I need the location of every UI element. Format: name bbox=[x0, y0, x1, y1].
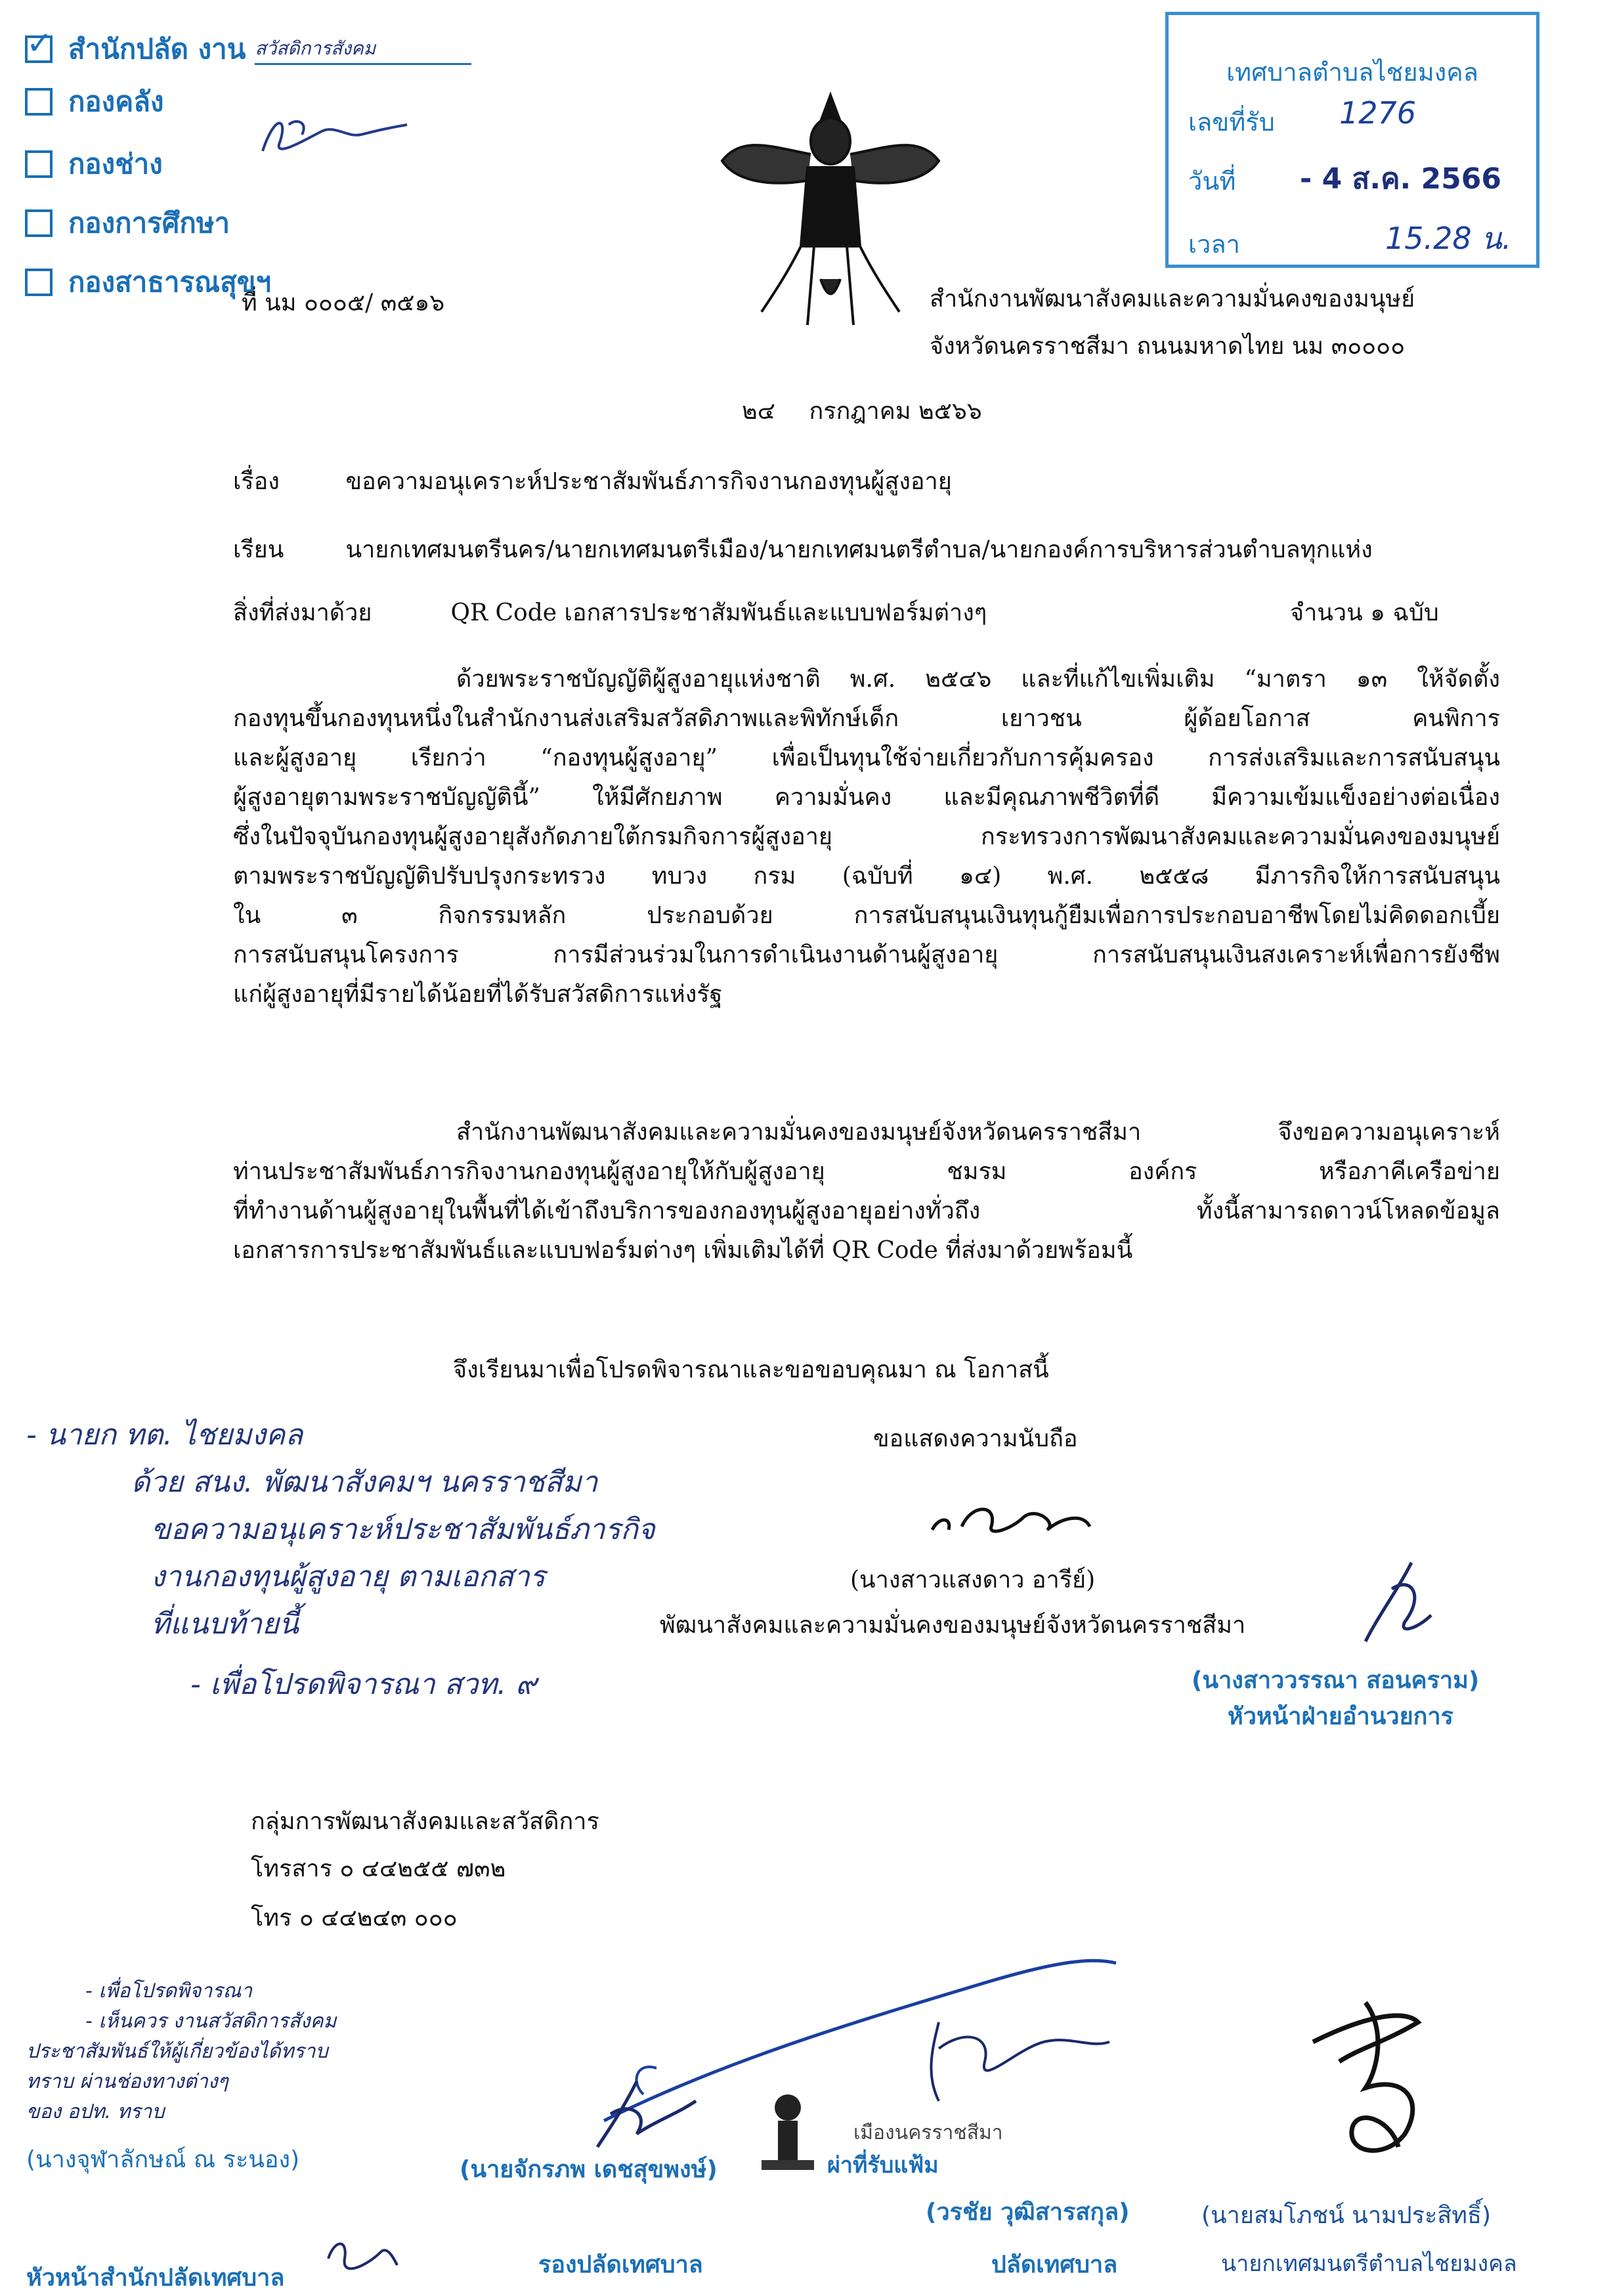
enclosure-row bbox=[233, 599, 987, 627]
deputy-clerk-signature bbox=[571, 2075, 702, 2154]
paragraph-line: เอกสารการประชาสัมพันธ์และแบบฟอร์มต่างๆ เพิ่มเติมได้ที่ QR Code ที่ส่งมาด้วยพร้อมนี้ bbox=[233, 1237, 1133, 1264]
paragraph-line: ท่านประชาสัมพันธ์ภารกิจงานกองทุนผู้สูงอายุให้กับผู้สูงอายุ ชมรม องค์กร หรือภาคีเครือข่าย bbox=[233, 1158, 1500, 1185]
mayor-title: นายกเทศมนตรีตำบลไชยมงคล bbox=[1221, 2251, 1517, 2277]
stamp-date-label: วันที่ bbox=[1188, 167, 1236, 196]
paragraph-line: ใน ๓ กิจกรรมหลัก ประกอบด้วย การสนับสนุนเงินทุนกู้ยืมเพื่อการประกอบอาชีพโดยไม่คิดดอกเบี้ย bbox=[233, 902, 1500, 929]
receipt-stamp bbox=[1165, 12, 1539, 268]
clerk-signature bbox=[913, 2009, 1123, 2114]
chief-office-title: หัวหน้าสำนักปลัดเทศบาล bbox=[26, 2264, 285, 2291]
section-head-title: หัวหน้าฝ่ายอำนวยการ bbox=[1228, 1703, 1454, 1730]
routing-item-label: กองคลัง bbox=[68, 85, 164, 118]
handwritten-note-line: - นายก ทต. ไชยมงคล bbox=[26, 1418, 303, 1452]
paragraph-line: กองทุนขึ้นกองทุนหนึ่งในสำนักงานส่งเสริมสวัสดิภาพและพิทักษ์เด็ก เยาวชน ผู้ด้อยโอกาส คนพิการ bbox=[233, 705, 1500, 732]
subject-label: เรื่อง bbox=[233, 468, 280, 495]
letter-date-day: ๒๔ bbox=[742, 398, 775, 425]
handwritten-note-line: ประชาสัมพันธ์ให้ผู้เกี่ยวข้องได้ทราบ bbox=[26, 2040, 328, 2063]
deputy-clerk-name: (นายจักรภพ เดชสุขพงษ์) bbox=[460, 2156, 718, 2183]
paragraph-line: ด้วยพระราชบัญญัติผู้สูงอายุแห่งชาติ พ.ศ. ๒๕๔๖ และที่แก้ไขเพิ่มเติม “มาตรา ๑๓ ให้จัดตั้ง bbox=[456, 666, 1500, 693]
routing-item-label: กองช่าง bbox=[68, 148, 163, 180]
monument-stamp-icon bbox=[742, 2081, 834, 2173]
fax-number: โทรสาร ๐ ๔๔๒๕๕ ๗๓๒ bbox=[251, 1855, 506, 1882]
stamp-time-label: เวลา bbox=[1188, 230, 1240, 259]
chief-office-name: (นางจุฬาลักษณ์ ณ ระนอง) bbox=[26, 2146, 300, 2173]
clerk-title: ปลัดเทศบาล bbox=[991, 2251, 1118, 2278]
addressee-text: นายกเทศมนตรีนคร/นายกเทศมนตรีเมือง/นายกเทศมนตรีตำบล/นายกองค์การบริหารส่วนตำบลทุกแห่ง bbox=[345, 536, 1373, 563]
signatory-signature bbox=[926, 1490, 1123, 1543]
routing-item-education[interactable] bbox=[25, 200, 471, 246]
stamp-date-row bbox=[1188, 161, 1523, 201]
mayor-name: (นายสมโภชน์ นามประสิทธิ์) bbox=[1201, 2202, 1492, 2229]
body-paragraph-1 bbox=[233, 660, 1500, 1014]
handwritten-note-line: งานกองทุนผู้สูงอายุ ตามเอกสาร bbox=[151, 1560, 546, 1593]
enclosure-quantity: จำนวน ๑ ฉบับ bbox=[1290, 599, 1439, 626]
enclosure-label: สิ่งที่ส่งมาด้วย bbox=[233, 599, 372, 626]
checkbox-icon[interactable] bbox=[25, 150, 53, 178]
contact-unit: กลุ่มการพัฒนาสังคมและสวัสดิการ bbox=[251, 1808, 599, 1835]
stamp-org: เทศบาลตำบลไชยมงคล bbox=[1226, 58, 1478, 87]
mayor-signature bbox=[1287, 1989, 1457, 2186]
routing-item-label: สำนักปลัด งาน bbox=[68, 33, 246, 65]
handwritten-note-line: - เพื่อโปรดพิจารณา สวท. ๙ bbox=[190, 1668, 537, 1701]
stamp-received-label: เลขที่รับ bbox=[1188, 108, 1275, 137]
signatory-name: (นางสาวแสงดาว อารีย์) bbox=[850, 1567, 1096, 1593]
handwritten-note-line: ที่แนบท้ายนี้ bbox=[151, 1607, 299, 1641]
reference-number: ที่ นม ๐๐๐๕/ ๓๕๑๖ bbox=[242, 290, 445, 316]
regards-text: ขอแสดงความนับถือ bbox=[873, 1425, 1078, 1452]
subject-row bbox=[233, 467, 952, 496]
handwritten-note-line: - เพื่อโปรดพิจารณา bbox=[85, 1980, 253, 2003]
paragraph-line: ผู้สูงอายุตามพระราชบัญญัตินี้” ให้มีศักยภาพ ความมั่นคง และมีคุณภาพชีวิตที่ดี มีความเข้มแข็งอย่างต่อเนื่อง bbox=[233, 784, 1500, 811]
garuda-emblem bbox=[716, 82, 945, 332]
stamp-time-row bbox=[1188, 221, 1523, 264]
phone-number: โทร ๐ ๔๔๒๔๓ ๐๐๐ bbox=[251, 1905, 458, 1932]
enclosure-text: QR Code เอกสารประชาสัมพันธ์และแบบฟอร์มต่างๆ bbox=[450, 599, 987, 626]
letter-date bbox=[742, 397, 982, 425]
paragraph-line: สำนักงานพัฒนาสังคมและความมั่นคงของมนุษย์จังหวัดนครราชสีมา จึงขอความอนุเคราะห์ bbox=[456, 1119, 1500, 1146]
chief-office-signature bbox=[322, 2232, 400, 2285]
routing-item-office[interactable] bbox=[25, 26, 471, 72]
signatory-title: พัฒนาสังคมและความมั่นคงของมนุษย์จังหวัดนครราชสีมา bbox=[660, 1612, 1246, 1639]
handwritten-bottom-note bbox=[26, 1976, 336, 2127]
checkbox-icon[interactable] bbox=[25, 209, 53, 237]
closing-line: จึงเรียนมาเพื่อโปรดพิจารณาและขอขอบคุณมา ณ โอกาสนี้ bbox=[453, 1356, 1049, 1383]
stamp-time-value: 15.28 น. bbox=[1385, 221, 1512, 256]
paragraph-line: และผู้สูงอายุ เรียกว่า “กองทุนผู้สูงอายุ” เพื่อเป็นทุนใช้จ่ายเกี่ยวกับการคุ้มครอง การส่งเสริมและการสนับสนุน bbox=[233, 745, 1500, 771]
handwritten-note-line: ขอความอนุเคราะห์ประชาสัมพันธ์ภารกิจ bbox=[151, 1513, 655, 1546]
clerk-stamp-label: ผ่าที่รับแฟ้ม bbox=[827, 2152, 939, 2178]
sender-address: จังหวัดนครราชสีมา ถนนมหาดไทย นม ๓๐๐๐๐ bbox=[930, 333, 1406, 360]
addressee-row bbox=[233, 536, 1373, 564]
routing-signature bbox=[249, 98, 420, 171]
paragraph-line: แก่ผู้สูงอายุที่มีรายได้น้อยที่ได้รับสวัสดิการแห่งรัฐ bbox=[233, 981, 723, 1008]
handwritten-note-line: ด้วย สนง. พัฒนาสังคมฯ นครราชสีมา bbox=[131, 1465, 598, 1499]
paragraph-line: การสนับสนุนโครงการ การมีส่วนร่วมในการดำเนินงานด้านผู้สูงอายุ การสนับสนุนเงินสงเคราะห์เพื่อการยังชีพ bbox=[233, 942, 1500, 968]
stamp-date-value: - 4 ส.ค. 2566 bbox=[1300, 162, 1502, 196]
addressee-label: เรียน bbox=[233, 536, 284, 563]
clerk-stamp-text: เมืองนครราชสีมา bbox=[853, 2121, 1003, 2144]
subject-text: ขอความอนุเคราะห์ประชาสัมพันธ์ภารกิจงานกองทุนผู้สูงอายุ bbox=[345, 468, 952, 495]
clerk-name: (วรชัย วุฒิสารสกุล) bbox=[926, 2199, 1130, 2226]
handwritten-note-line: ของ อปท. ทราบ bbox=[26, 2100, 165, 2123]
paragraph-line: ที่ทำงานด้านผู้สูงอายุในพื้นที่ได้เข้าถึงบริการของกองทุนผู้สูงอายุอย่างทั่วถึง ทั้งนี้สามารถดาวน์โหลดข้อมูล bbox=[233, 1198, 1500, 1224]
stamp-received-no: 1276 bbox=[1339, 95, 1417, 131]
routing-item-label: กองการศึกษา bbox=[68, 207, 230, 239]
handwritten-note-line: ทราบ ผ่านช่องทางต่างๆ bbox=[26, 2070, 228, 2093]
section-head-signature bbox=[1352, 1549, 1451, 1655]
section-head-name: (นางสาววรรณา สอนคราม) bbox=[1192, 1667, 1480, 1694]
body-paragraph-2 bbox=[233, 1113, 1500, 1270]
checkbox-icon[interactable] bbox=[25, 88, 53, 116]
handwritten-note bbox=[26, 1412, 655, 1708]
paragraph-line: ซึ่งในปัจจุบันกองทุนผู้สูงอายุสังกัดภายใต้กรมกิจการผู้สูงอายุ กระทรวงการพัฒนาสังคมและความมั่นคงของมนุษย์ bbox=[233, 823, 1500, 850]
routing-item-note: สวัสดิการสังคม bbox=[255, 34, 471, 65]
deputy-clerk-title: รองปลัดเทศบาล bbox=[538, 2251, 703, 2278]
letter-date-month-year: กรกฎาคม ๒๕๖๖ bbox=[809, 398, 982, 425]
stamp-received-row bbox=[1188, 95, 1523, 142]
routing-item-label: กองสาธารณสุขฯ bbox=[68, 266, 272, 298]
checkbox-checked-icon[interactable] bbox=[25, 35, 53, 63]
checkbox-icon[interactable] bbox=[25, 269, 53, 296]
paragraph-line: ตามพระราชบัญญัติปรับปรุงกระทรวง ทบวง กรม (ฉบับที่ ๑๔) พ.ศ. ๒๕๕๘ มีภารกิจให้การสนับสนุน bbox=[233, 863, 1500, 890]
sender-office: สำนักงานพัฒนาสังคมและความมั่นคงของมนุษย์ bbox=[930, 286, 1415, 313]
handwritten-note-line: - เห็นควร งานสวัสดิการสังคม bbox=[85, 2010, 337, 2033]
